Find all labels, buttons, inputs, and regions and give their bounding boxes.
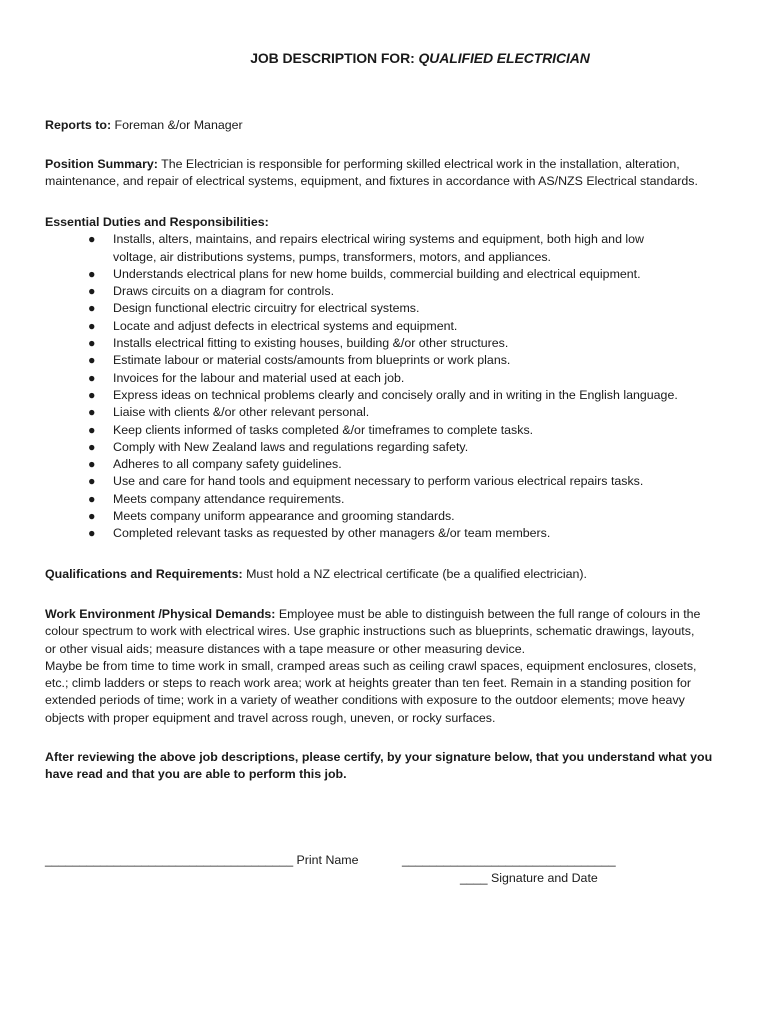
- duty-item: ● Understands electrical plans for new home builds, commercial building and electrical equipment.: [45, 266, 725, 283]
- title-job-name: QUALIFIED ELECTRICIAN: [418, 50, 590, 66]
- bullet-icon: ●: [88, 405, 96, 420]
- duty-item: ● Installs electrical fitting to existing houses, building &/or other structures.: [45, 335, 725, 352]
- bullet-icon: ●: [88, 353, 96, 368]
- duty-item: ● Comply with New Zealand laws and regulations regarding safety.: [45, 439, 725, 456]
- work-environment-line5: etc.; climb ladders or steps to reach work area; work at heights greater than ten feet. Remain in a standing position for: [45, 676, 692, 691]
- bullet-icon: ●: [88, 266, 96, 281]
- title-prefix: JOB DESCRIPTION FOR:: [250, 50, 419, 66]
- bullet-icon: ●: [88, 439, 96, 454]
- bullet-icon: ●: [88, 422, 96, 437]
- bullet-icon: ●: [88, 526, 96, 541]
- position-summary-section: [45, 156, 725, 191]
- qualifications-section: [45, 566, 725, 583]
- duty-item: ● Completed relevant tasks as requested by other managers &/or team members.: [45, 525, 725, 542]
- duty-item-continuation: voltage, air distributions systems, pumps, transformers, motors, and appliances.: [113, 249, 551, 264]
- duty-item: ● Installs, alters, maintains, and repairs electrical wiring systems and equipment, both high and low voltage, air distributions systems, pumps, transformers, motors, and appliances.: [88, 232, 644, 264]
- work-environment-line3: or other visual aids; measure distances with a tape measure or other measuring device.: [45, 641, 526, 656]
- bullet-icon: ●: [88, 232, 96, 247]
- work-environment-line7: objects with proper equipment and travel across rough, uneven, or rocky surfaces.: [45, 710, 496, 725]
- duty-item: ● Invoices for the labour and material used at each job.: [45, 370, 725, 387]
- position-summary-label: Position Summary:: [45, 157, 158, 171]
- duties-heading: Essential Duties and Responsibilities:: [45, 215, 269, 229]
- duty-item: ● Locate and adjust defects in electrical systems and equipment.: [45, 318, 725, 335]
- position-summary-line1: The Electrician is responsible for performing skilled electrical work in the installation, alteration,: [161, 157, 680, 171]
- bullet-icon: ●: [88, 491, 96, 506]
- duty-item: ● Meets company uniform appearance and grooming standards.: [45, 508, 725, 525]
- duty-item: ● Draws circuits on a diagram for controls.: [45, 283, 725, 300]
- duty-item: ● Use and care for hand tools and equipment necessary to perform various electrical repairs tasks.: [45, 473, 725, 490]
- position-summary-line2: maintenance, and repair of electrical systems, equipment, and fixtures in accordance with AS/NZS Electrical standards.: [45, 174, 698, 189]
- duty-item: ● Design functional electric circuitry for electrical systems.: [45, 300, 725, 317]
- bullet-icon: ●: [88, 318, 96, 333]
- work-environment-line4: Maybe be from time to time work in small, cramped areas such as ceiling crawl spaces, equipment enclosures, closets,: [45, 658, 697, 673]
- print-name-field[interactable]: ____________________________________ Print Name: [45, 853, 359, 867]
- work-environment-line6: extended periods of time; work in a variety of weather conditions with exposure to the outdoor elements; move heavy: [45, 693, 685, 708]
- bullet-icon: ●: [88, 457, 96, 472]
- certify-line2: have read and that you are able to perform this job.: [45, 767, 347, 782]
- work-environment-label: Work Environment /Physical Demands:: [45, 607, 276, 621]
- reports-to-label: Reports to:: [45, 118, 112, 132]
- bullet-icon: ●: [88, 336, 96, 351]
- bullet-icon: ●: [88, 509, 96, 524]
- qualifications-label: Qualifications and Requirements:: [45, 567, 243, 581]
- bullet-icon: ●: [88, 370, 96, 385]
- signature-date-label: ____ Signature and Date: [460, 871, 598, 885]
- duty-item: ● Adheres to all company safety guidelines.: [45, 456, 725, 473]
- bullet-icon: ●: [88, 284, 96, 299]
- work-environment-line1: Employee must be able to distinguish between the full range of colours in the: [278, 607, 701, 621]
- reports-to-value: Foreman &/or Manager: [114, 118, 243, 132]
- duties-section: [45, 214, 725, 543]
- signature-field[interactable]: _______________________________: [402, 853, 616, 867]
- qualifications-value: Must hold a NZ electrical certificate (be a qualified electrician).: [246, 567, 587, 581]
- reports-to-section: [45, 117, 725, 134]
- bullet-icon: ●: [88, 387, 96, 402]
- duty-item: ● Liaise with clients &/or other relevant personal.: [45, 404, 725, 421]
- duty-item: ● Keep clients informed of tasks completed &/or timeframes to complete tasks.: [45, 422, 725, 439]
- duties-list: [45, 231, 725, 542]
- duty-item: ● Estimate labour or material costs/amounts from blueprints or work plans.: [45, 352, 725, 369]
- bullet-icon: ●: [88, 474, 96, 489]
- certify-line1: After reviewing the above job descriptions, please certify, by your signature below, that you understand what you: [45, 750, 713, 764]
- bullet-icon: ●: [88, 301, 96, 316]
- duty-item: ● Meets company attendance requirements.: [45, 491, 725, 508]
- certification-statement: [45, 749, 725, 784]
- duty-item: ● Express ideas on technical problems clearly and concisely orally and in writing in the English language.: [45, 387, 725, 404]
- work-environment-line2: colour spectrum to work with electrical wires. Use graphic instructions such as blueprints, schematic drawings, layouts,: [45, 624, 695, 639]
- document-title: [0, 50, 770, 67]
- work-environment-section: [45, 606, 725, 727]
